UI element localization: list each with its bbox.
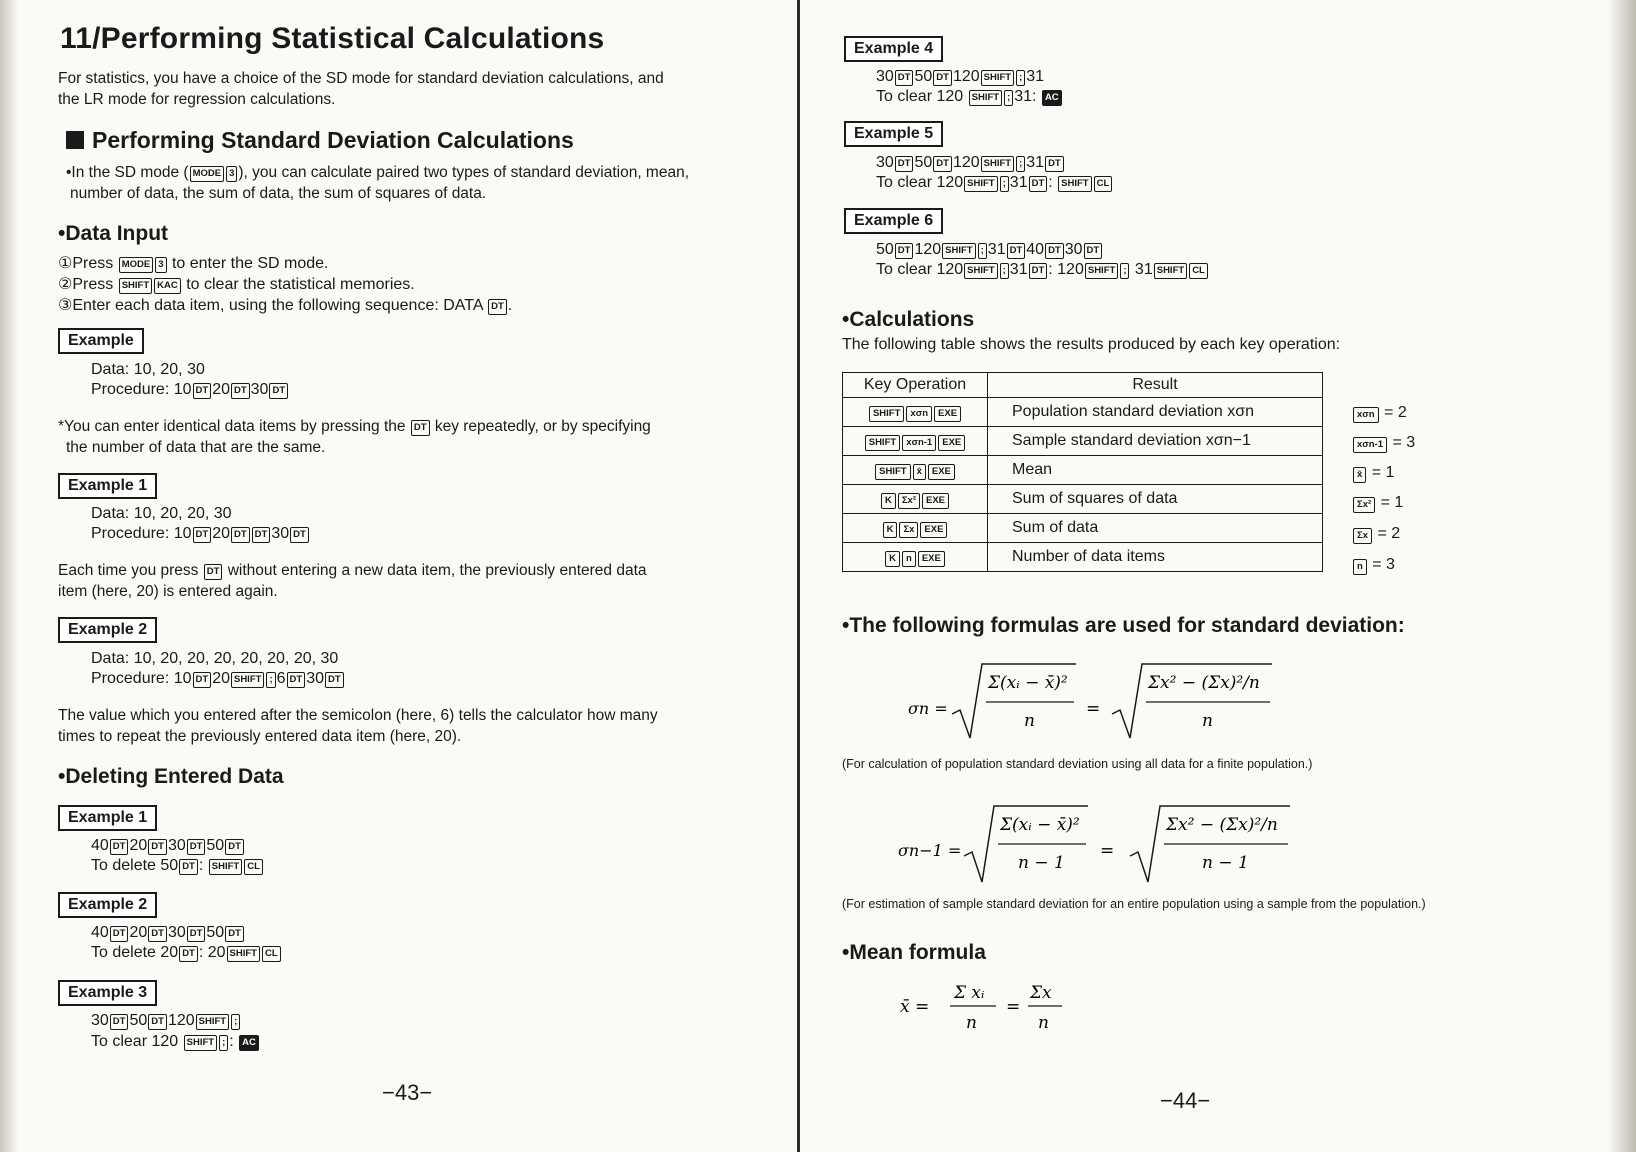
- table-row: [843, 514, 1323, 543]
- n-key-icon: n: [1353, 559, 1367, 575]
- step-1-text-b: to enter the SD mode.: [171, 255, 329, 272]
- shift-key-icon: SHIFT: [1058, 176, 1091, 192]
- dt-key-icon: DT: [110, 926, 129, 942]
- sd-intro-text-b: ), you can calculate paired two types of standard deviation, mean,: [238, 164, 690, 181]
- cl-key-icon: CL: [1094, 176, 1113, 192]
- memory-equivalent-text: = 2: [1384, 404, 1407, 421]
- shift-key-icon: SHIFT: [196, 1014, 229, 1030]
- exe-key-icon: EXE: [934, 406, 961, 422]
- shift-key-icon: SHIFT: [981, 156, 1014, 172]
- xbar-key-icon: x̄: [1353, 467, 1366, 483]
- xsn-key-icon: xσn: [906, 406, 932, 422]
- formula-heading: •The following formulas are used for standard deviation:: [842, 614, 1405, 637]
- dt-key-icon: DT: [148, 1014, 167, 1030]
- col-header-key-operation: Key Operation: [843, 373, 988, 398]
- delete-example-2-text: To delete 20: [91, 944, 179, 961]
- each-time-text-b: without entering a new data item, the previously entered data: [227, 562, 647, 579]
- semicolon-key-icon: ;: [978, 243, 987, 259]
- alt-numerator: Σx² − (Σx)²/n: [1166, 815, 1278, 835]
- example-1-label: Example 1: [58, 473, 157, 499]
- each-time-line-1: [58, 560, 647, 581]
- example-5-line-1: 30 DT 50 DT 120 SHIFT ; 31 DT: [876, 154, 1065, 172]
- delete-example-3-label: Example 3: [58, 980, 157, 1006]
- example-4-label: Example 4: [844, 36, 943, 62]
- sd-intro-text-a: •In the SD mode (: [66, 164, 189, 181]
- sigma-n-1-label: σn−1 =: [898, 841, 962, 860]
- semicolon-key-icon: ;: [1000, 263, 1009, 279]
- exe-key-icon: EXE: [922, 493, 949, 509]
- semicolon-key-icon: ;: [266, 672, 275, 688]
- value-line-2: times to repeat the previously entered data item (here, 20).: [58, 728, 462, 745]
- memory-equivalent: [1352, 556, 1395, 575]
- three-key-icon: 3: [155, 257, 166, 273]
- delete-example-3-line-2: To clear 120 SHIFT ; : AC: [91, 1033, 260, 1051]
- example-procedure: Procedure: 10 DT 20 DT 30 DT: [91, 381, 289, 399]
- example-6-line-2: To clear 120 SHIFT ; 31 DT : 120 SHIFT ; 31 SHIFT CL: [876, 261, 1209, 279]
- key-operation-cell: [843, 398, 988, 427]
- delete-example-1-text: To delete 50: [91, 857, 179, 874]
- dt-key-icon: DT: [895, 156, 914, 172]
- memory-equivalent-text: = 1: [1380, 494, 1404, 511]
- dt-key-icon: DT: [1029, 176, 1048, 192]
- dt-key-icon: DT: [179, 859, 198, 875]
- dt-key-icon: DT: [411, 420, 430, 436]
- intro-line-1: For statistics, you have a choice of the SD mode for standard deviation calculations, and: [58, 70, 664, 87]
- example-4-text: To clear 120: [876, 88, 964, 105]
- sum-x-key-icon: Σx: [899, 522, 918, 538]
- shift-key-icon: SHIFT: [1154, 263, 1187, 279]
- delete-example-2-line-1: 40 DT 20 DT 30 DT 50 DT: [91, 924, 245, 942]
- sum-x2-key-icon: Σx²: [1353, 497, 1375, 513]
- dt-key-icon: DT: [187, 926, 206, 942]
- example-2-data: Data: 10, 20, 20, 20, 20, 20, 20, 30: [91, 650, 339, 667]
- note-line-2: the number of data that are the same.: [66, 439, 326, 456]
- exe-key-icon: EXE: [938, 435, 965, 451]
- three-key-icon: 3: [226, 166, 237, 182]
- population-sd-formula: [880, 658, 1300, 748]
- key-operation-cell: [843, 456, 988, 485]
- delete-example-2-start: 40: [91, 924, 109, 941]
- deviation-numerator: Σ(xᵢ − x̄)²: [988, 673, 1068, 693]
- example-label: Example: [58, 328, 144, 354]
- result-cell: Sum of squares of data: [988, 485, 1323, 514]
- deviation-numerator: Σ(xᵢ − x̄)²: [1000, 815, 1080, 835]
- dt-key-icon: DT: [1029, 263, 1048, 279]
- cl-key-icon: CL: [244, 859, 263, 875]
- dt-key-icon: DT: [148, 839, 167, 855]
- each-time-text-a: Each time you press: [58, 562, 199, 579]
- delete-example-1-start: 40: [91, 837, 109, 854]
- note-line-1: [58, 416, 651, 437]
- sample-note: (For estimation of sample standard deviation for an entire population using a sample from the population.): [842, 897, 1426, 911]
- semicolon-key-icon: ;: [1000, 176, 1009, 192]
- dt-key-icon: DT: [204, 564, 223, 580]
- step-2-text-b: to clear the statistical memories.: [186, 276, 415, 293]
- semicolon-key-icon: ;: [1120, 263, 1129, 279]
- delete-example-3-text: To clear 120: [91, 1033, 179, 1050]
- step-2-text-a: ②Press: [58, 276, 114, 293]
- shift-key-icon: SHIFT: [981, 70, 1014, 86]
- mean-numerator-1: Σ xᵢ: [954, 983, 985, 1003]
- semicolon-key-icon: ;: [219, 1035, 228, 1051]
- dt-key-icon: DT: [895, 243, 914, 259]
- memory-equivalent: [1352, 404, 1407, 423]
- mean-denominator-n: n: [1038, 1013, 1049, 1033]
- memory-equivalent-text: = 3: [1372, 556, 1395, 573]
- equals-sign: =: [1086, 699, 1101, 719]
- step-1: [58, 253, 328, 273]
- page-number-right: −44−: [1160, 1088, 1211, 1113]
- value-line-1: The value which you entered after the semicolon (here, 6) tells the calculator how many: [58, 707, 658, 724]
- dt-key-icon: DT: [325, 672, 344, 688]
- example-2-procedure: Procedure: 10 DT 20 SHIFT ; 6 DT 30 DT: [91, 670, 345, 688]
- delete-example-2-label: Example 2: [58, 892, 157, 918]
- example-5-start: 30: [876, 154, 894, 171]
- mean-numerator-2: Σx: [1030, 983, 1052, 1003]
- sum-x-key-icon: Σx: [1353, 528, 1372, 544]
- example-4-line-2: To clear 120 SHIFT ; 31: AC: [876, 88, 1063, 106]
- table-row: [843, 398, 1323, 427]
- xsn1-key-icon: xσn-1: [1353, 437, 1387, 453]
- result-cell: Sample standard deviation xσn−1: [988, 427, 1323, 456]
- memory-equivalent: [1352, 434, 1415, 453]
- dt-key-icon: DT: [225, 839, 244, 855]
- kac-key-icon: KAC: [154, 278, 181, 294]
- dt-key-icon: DT: [933, 70, 952, 86]
- dt-key-icon: DT: [252, 527, 271, 543]
- semicolon-key-icon: ;: [1016, 156, 1025, 172]
- memory-equivalent: [1352, 494, 1403, 513]
- delete-example-3-start: 30: [91, 1012, 109, 1029]
- cl-key-icon: CL: [1189, 263, 1208, 279]
- shift-key-icon: SHIFT: [184, 1035, 217, 1051]
- example-5-text: To clear 120: [876, 174, 964, 191]
- sum-x2-key-icon: Σx²: [898, 493, 920, 509]
- k-key-icon: K: [885, 551, 900, 567]
- semicolon-key-icon: ;: [1004, 90, 1013, 106]
- population-note: (For calculation of population standard deviation using all data for a finite population.): [842, 757, 1313, 771]
- dt-key-icon: DT: [110, 839, 129, 855]
- dt-key-icon: DT: [148, 926, 167, 942]
- key-operation-cell: [843, 514, 988, 543]
- result-cell: Mean: [988, 456, 1323, 485]
- example-6-line-1: 50 DT 120 SHIFT ; 31 DT 40 DT 30 DT: [876, 241, 1103, 259]
- mean-lhs: x̄ =: [900, 997, 930, 1017]
- n-key-icon: n: [902, 551, 916, 567]
- results-table: [842, 372, 1323, 572]
- shift-key-icon: SHIFT: [865, 435, 900, 451]
- delete-example-1-line-1: 40 DT 20 DT 30 DT 50 DT: [91, 837, 245, 855]
- shift-key-icon: SHIFT: [119, 278, 152, 294]
- deleting-heading: •Deleting Entered Data: [58, 765, 284, 788]
- delete-example-1-line-2: To delete 50 DT : SHIFT CL: [91, 857, 264, 875]
- memory-equivalent-text: = 3: [1392, 434, 1416, 451]
- delete-example-3-line-1: 30 DT 50 DT 120 SHIFT ;: [91, 1012, 241, 1030]
- dt-key-icon: DT: [1007, 243, 1026, 259]
- result-cell: Population standard deviation xσn: [988, 398, 1323, 427]
- mode-key-icon: MODE: [190, 166, 225, 182]
- mean-formula: [890, 970, 1110, 1042]
- shift-key-icon: SHIFT: [875, 464, 910, 480]
- xsn-key-icon: xσn: [1353, 407, 1379, 423]
- step-1-text-a: ①Press: [58, 255, 114, 272]
- shift-key-icon: SHIFT: [964, 263, 997, 279]
- mode-key-icon: MODE: [119, 257, 154, 273]
- table-header-row: [843, 373, 1323, 398]
- ac-key-icon: AC: [239, 1035, 259, 1051]
- alt-numerator: Σx² − (Σx)²/n: [1148, 673, 1260, 693]
- example-6-text: To clear 120: [876, 261, 964, 278]
- sd-intro-line-2: number of data, the sum of data, the sum of squares of data.: [70, 185, 487, 202]
- note-text-b: key repeatedly, or by specifying: [434, 418, 651, 435]
- shift-key-icon: SHIFT: [231, 672, 264, 688]
- memory-equivalent-text: = 1: [1371, 464, 1395, 481]
- key-operation-cell: [843, 485, 988, 514]
- ac-key-icon: AC: [1042, 90, 1062, 106]
- example-2-label: Example 2: [58, 617, 157, 643]
- page-title: 11/Performing Statistical Calculations: [60, 22, 605, 55]
- delete-example-1-label: Example 1: [58, 805, 157, 831]
- dt-key-icon: DT: [110, 1014, 129, 1030]
- result-cell: Sum of data: [988, 514, 1323, 543]
- calculations-heading: •Calculations: [842, 308, 975, 331]
- note-text-a: *You can enter identical data items by pressing the: [58, 418, 406, 435]
- delete-example-2-line-2: To delete 20 DT : 20 SHIFT CL: [91, 944, 282, 962]
- section-heading: [66, 127, 574, 154]
- dt-key-icon: DT: [193, 672, 212, 688]
- mean-formula-heading: •Mean formula: [842, 941, 986, 964]
- section-heading-text: Performing Standard Deviation Calculations: [92, 127, 574, 153]
- exe-key-icon: EXE: [928, 464, 955, 480]
- dt-key-icon: DT: [193, 383, 212, 399]
- sigma-n-label: σn =: [908, 699, 948, 718]
- xbar-key-icon: x̄: [913, 464, 926, 480]
- example-6-start: 50: [876, 241, 894, 258]
- memory-equivalent-text: = 2: [1377, 525, 1401, 542]
- left-page: [0, 0, 800, 1152]
- step-2: [58, 274, 415, 294]
- dt-key-icon: DT: [290, 527, 309, 543]
- example-procedure-text: Procedure: 10: [91, 381, 192, 398]
- equals-sign: =: [1006, 997, 1021, 1017]
- semicolon-key-icon: ;: [1016, 70, 1025, 86]
- dt-key-icon: DT: [488, 299, 507, 315]
- example-2-procedure-text: Procedure: 10: [91, 670, 192, 687]
- step-3: ③Enter each data item, using the following sequence: DATA DT .: [58, 297, 513, 314]
- step-3-text: ③Enter each data item, using the following sequence: DATA: [58, 297, 483, 314]
- dt-key-icon: DT: [187, 839, 206, 855]
- table-row: [843, 543, 1323, 572]
- example-1-procedure: Procedure: 10 DT 20 DT DT 30 DT: [91, 525, 310, 543]
- key-operation-cell: [843, 427, 988, 456]
- page-number-left: −43−: [382, 1080, 433, 1105]
- each-time-line-2: item (here, 20) is entered again.: [58, 583, 278, 600]
- dt-key-icon: DT: [225, 926, 244, 942]
- shift-key-icon: SHIFT: [227, 946, 260, 962]
- example-5-label: Example 5: [844, 121, 943, 147]
- exe-key-icon: EXE: [918, 551, 945, 567]
- example-4-line-1: 30 DT 50 DT 120 SHIFT ; 31: [876, 68, 1045, 85]
- semicolon-key-icon: ;: [231, 1014, 240, 1030]
- dt-key-icon: DT: [287, 672, 306, 688]
- dt-key-icon: DT: [1045, 243, 1064, 259]
- data-input-heading: •Data Input: [58, 222, 169, 245]
- example-5-line-2: To clear 120 SHIFT ; 31 DT : SHIFT CL: [876, 174, 1113, 192]
- memory-equivalent: [1352, 464, 1394, 483]
- table-row: [843, 456, 1323, 485]
- result-cell: Number of data items: [988, 543, 1323, 572]
- dt-key-icon: DT: [1045, 156, 1064, 172]
- denominator-n: n: [1024, 711, 1035, 731]
- sd-intro-line-1: [66, 162, 689, 183]
- k-key-icon: K: [883, 522, 898, 538]
- denominator-n: n: [1202, 711, 1213, 731]
- mean-denominator-n: n: [966, 1013, 977, 1033]
- dt-key-icon: DT: [231, 527, 250, 543]
- xsn1-key-icon: xσn-1: [902, 435, 936, 451]
- dt-key-icon: DT: [179, 946, 198, 962]
- example-1-data: Data: 10, 20, 20, 30: [91, 505, 232, 522]
- square-bullet-icon: [66, 131, 84, 149]
- key-operation-cell: [843, 543, 988, 572]
- k-key-icon: K: [881, 493, 896, 509]
- table-row: [843, 485, 1323, 514]
- denominator-n-1: n − 1: [1018, 853, 1065, 873]
- shift-key-icon: SHIFT: [942, 243, 975, 259]
- dt-key-icon: DT: [269, 383, 288, 399]
- memory-equivalent: [1352, 525, 1400, 544]
- dt-key-icon: DT: [193, 527, 212, 543]
- exe-key-icon: EXE: [920, 522, 947, 538]
- shift-key-icon: SHIFT: [869, 406, 904, 422]
- shift-key-icon: SHIFT: [209, 859, 242, 875]
- example-data: Data: 10, 20, 30: [91, 361, 205, 378]
- equals-sign: =: [1100, 841, 1115, 861]
- example-1-procedure-text: Procedure: 10: [91, 525, 192, 542]
- shift-key-icon: SHIFT: [964, 176, 997, 192]
- denominator-n-1: n − 1: [1202, 853, 1249, 873]
- dt-key-icon: DT: [933, 156, 952, 172]
- intro-line-2: the LR mode for regression calculations.: [58, 91, 336, 108]
- calculations-intro: The following table shows the results produced by each key operation:: [842, 336, 1341, 353]
- dt-key-icon: DT: [1084, 243, 1103, 259]
- cl-key-icon: CL: [262, 946, 281, 962]
- example-4-start: 30: [876, 68, 894, 85]
- shift-key-icon: SHIFT: [969, 90, 1002, 106]
- shift-key-icon: SHIFT: [1085, 263, 1118, 279]
- dt-key-icon: DT: [895, 70, 914, 86]
- sample-sd-formula: [880, 800, 1320, 890]
- table-row: [843, 427, 1323, 456]
- example-6-label: Example 6: [844, 208, 943, 234]
- col-header-result: Result: [988, 373, 1323, 398]
- dt-key-icon: DT: [231, 383, 250, 399]
